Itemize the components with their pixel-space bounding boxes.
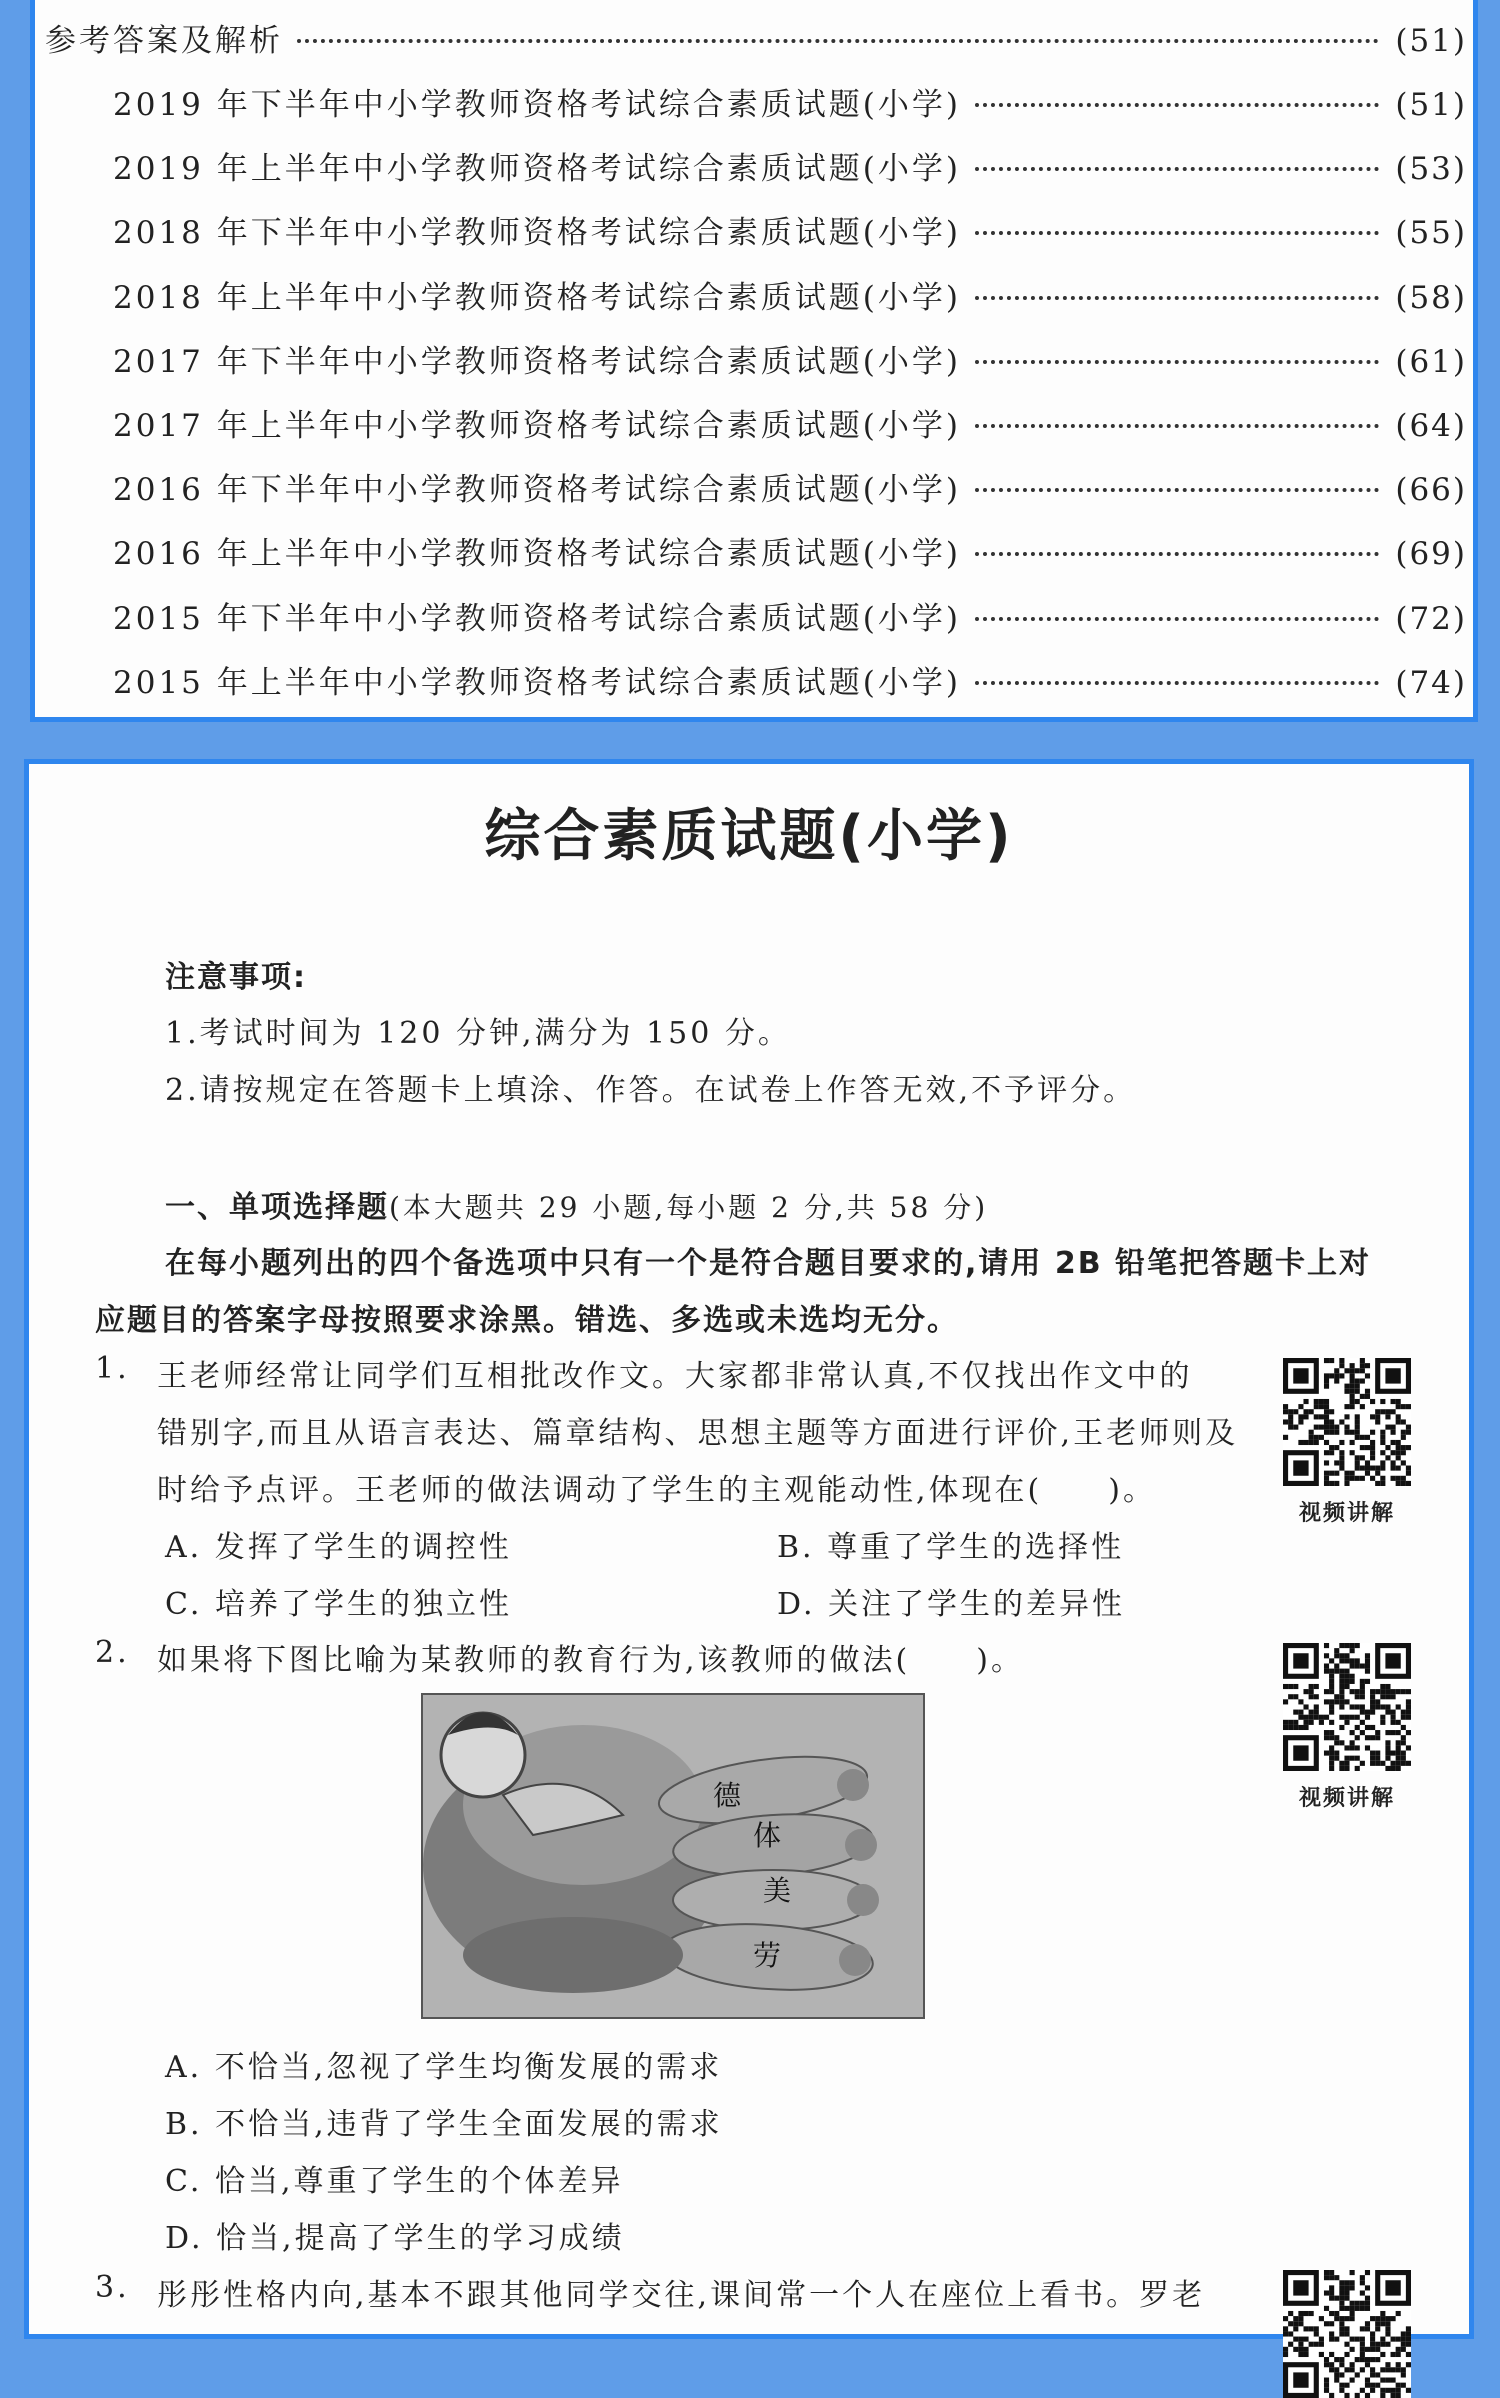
qr-code-icon[interactable] bbox=[1283, 2270, 1411, 2398]
toc-card bbox=[30, 0, 1478, 722]
toc-entry-title: 2017 年上半年中小学教师资格考试综合素质试题(小学) bbox=[113, 408, 961, 444]
toc-entry-title: 2017 年下半年中小学教师资格考试综合素质试题(小学) bbox=[113, 343, 961, 380]
toc-entry[interactable] bbox=[113, 272, 1467, 316]
notice-line-1: 1.考试时间为 120 分钟,满分为 150 分。 bbox=[165, 1016, 791, 1051]
toc-leader-dots bbox=[975, 424, 1379, 428]
toc-entry[interactable] bbox=[113, 464, 1467, 509]
toc-entry-title: 2015 年下半年中小学教师资格考试综合素质试题(小学) bbox=[113, 600, 961, 637]
toc-entry[interactable] bbox=[113, 593, 1467, 637]
toc-entry-title: 2019 年下半年中小学教师资格考试综合素质试题(小学) bbox=[113, 87, 961, 123]
q3-number: 3. bbox=[95, 2270, 130, 2305]
toc-leader-dots bbox=[975, 296, 1379, 300]
figure-label-mei: 美 bbox=[763, 1874, 792, 1907]
section-heading: 一、单项选择题 bbox=[165, 1190, 389, 1225]
q1-option-a[interactable]: A. 发挥了学生的调控性 bbox=[165, 1530, 512, 1565]
exam-title: 综合素质试题(小学) bbox=[484, 804, 1014, 869]
toc-leader-dots bbox=[975, 360, 1379, 364]
toc-entry[interactable] bbox=[113, 657, 1467, 701]
figure-label-lao: 劳 bbox=[753, 1939, 782, 1972]
toc-page-number: (69) bbox=[1395, 536, 1467, 573]
video-explanation-label[interactable]: 视频讲解 bbox=[1298, 1501, 1395, 1526]
q1-line-3: 时给予点评。王老师的做法调动了学生的主观能动性,体现在( )。 bbox=[157, 1473, 1156, 1508]
toc-leader-dots bbox=[297, 39, 1379, 43]
q1-line-2: 错别字,而且从语言表达、篇章结构、思想主题等方面进行评价,王老师则及 bbox=[157, 1416, 1239, 1451]
qr-code-icon[interactable] bbox=[1283, 1643, 1411, 1771]
toc-entry-title: 2018 年上半年中小学教师资格考试综合素质试题(小学) bbox=[113, 279, 961, 316]
toc-entry-title: 2019 年上半年中小学教师资格考试综合素质试题(小学) bbox=[113, 151, 961, 188]
toc-entry-title: 2016 年下半年中小学教师资格考试综合素质试题(小学) bbox=[113, 472, 961, 509]
teacher-figure-image bbox=[423, 1695, 923, 2017]
toc-page-number: (66) bbox=[1395, 472, 1467, 509]
instruction-line-1: 在每小题列出的四个备选项中只有一个是符合题目要求的,请用 2B 铅笔把答题卡上对 bbox=[165, 1246, 1372, 1281]
instruction-line-2: 应题目的答案字母按照要求涂黑。错选、多选或未选均无分。 bbox=[95, 1303, 959, 1338]
q2-option-a[interactable]: A. 不恰当,忽视了学生均衡发展的需求 bbox=[165, 2050, 723, 2085]
toc-entry[interactable] bbox=[113, 336, 1467, 380]
toc-leader-dots bbox=[975, 488, 1379, 492]
toc-leader-dots bbox=[975, 617, 1379, 621]
q2-option-b[interactable]: B. 不恰当,违背了学生全面发展的需求 bbox=[165, 2107, 723, 2142]
toc-header-row[interactable] bbox=[45, 15, 1467, 59]
q2-number: 2. bbox=[95, 1635, 130, 1670]
section-note: (本大题共 29 小题,每小题 2 分,共 58 分) bbox=[389, 1191, 989, 1224]
toc-page-number: (51) bbox=[1395, 87, 1467, 123]
toc-entry[interactable] bbox=[113, 143, 1467, 188]
qr-code-icon[interactable] bbox=[1283, 1358, 1411, 1486]
toc-page-number: (64) bbox=[1395, 408, 1467, 444]
toc-leader-dots bbox=[975, 552, 1379, 556]
figure-label-de: 德 bbox=[713, 1779, 742, 1812]
q2-option-c[interactable]: C. 恰当,尊重了学生的个体差异 bbox=[165, 2164, 624, 2199]
teacher-metaphor-illustration bbox=[421, 1693, 925, 2019]
toc-entry[interactable] bbox=[113, 528, 1467, 573]
q1-option-c[interactable]: C. 培养了学生的独立性 bbox=[165, 1587, 512, 1622]
q2-text: 如果将下图比喻为某教师的教育行为,该教师的做法( )。 bbox=[157, 1643, 1024, 1678]
toc-page-number: (74) bbox=[1395, 664, 1467, 701]
toc-page-number: (55) bbox=[1395, 215, 1467, 252]
toc-entry-title: 2018 年下半年中小学教师资格考试综合素质试题(小学) bbox=[113, 215, 961, 252]
toc-leader-dots bbox=[975, 681, 1379, 685]
toc-entry-title: 2016 年上半年中小学教师资格考试综合素质试题(小学) bbox=[113, 536, 961, 573]
toc-page-number: (58) bbox=[1395, 279, 1467, 316]
section-heading-line bbox=[165, 1182, 988, 1226]
toc-page-number: (51) bbox=[1395, 23, 1467, 59]
toc-page-number: (53) bbox=[1395, 151, 1467, 188]
toc-page-number: (72) bbox=[1395, 600, 1467, 637]
q1-line-1: 王老师经常让同学们互相批改作文。大家都非常认真,不仅找出作文中的 bbox=[157, 1359, 1193, 1394]
q1-option-b[interactable]: B. 尊重了学生的选择性 bbox=[777, 1530, 1125, 1565]
toc-leader-dots bbox=[975, 103, 1379, 107]
q2-option-d[interactable]: D. 恰当,提高了学生的学习成绩 bbox=[165, 2221, 625, 2256]
toc-entry-title: 2015 年上半年中小学教师资格考试综合素质试题(小学) bbox=[113, 664, 961, 701]
q1-option-d[interactable]: D. 关注了学生的差异性 bbox=[777, 1587, 1126, 1622]
q3-text: 彤彤性格内向,基本不跟其他同学交往,课间常一个人在座位上看书。罗老 bbox=[157, 2278, 1206, 2313]
toc-leader-dots bbox=[975, 231, 1379, 235]
figure-label-ti: 体 bbox=[753, 1819, 782, 1852]
exam-card bbox=[24, 759, 1474, 2339]
toc-entry[interactable] bbox=[113, 79, 1467, 123]
toc-leader-dots bbox=[975, 167, 1379, 171]
toc-page-number: (61) bbox=[1395, 343, 1467, 380]
video-explanation-label[interactable]: 视频讲解 bbox=[1298, 1786, 1395, 1811]
notice-line-2: 2.请按规定在答题卡上填涂、作答。在试卷上作答无效,不予评分。 bbox=[165, 1073, 1137, 1108]
toc-entry[interactable] bbox=[113, 400, 1467, 444]
toc-header-title: 参考答案及解析 bbox=[45, 23, 283, 59]
toc-entry[interactable] bbox=[113, 207, 1467, 252]
q1-number: 1. bbox=[95, 1351, 130, 1386]
notice-heading: 注意事项: bbox=[165, 960, 307, 995]
